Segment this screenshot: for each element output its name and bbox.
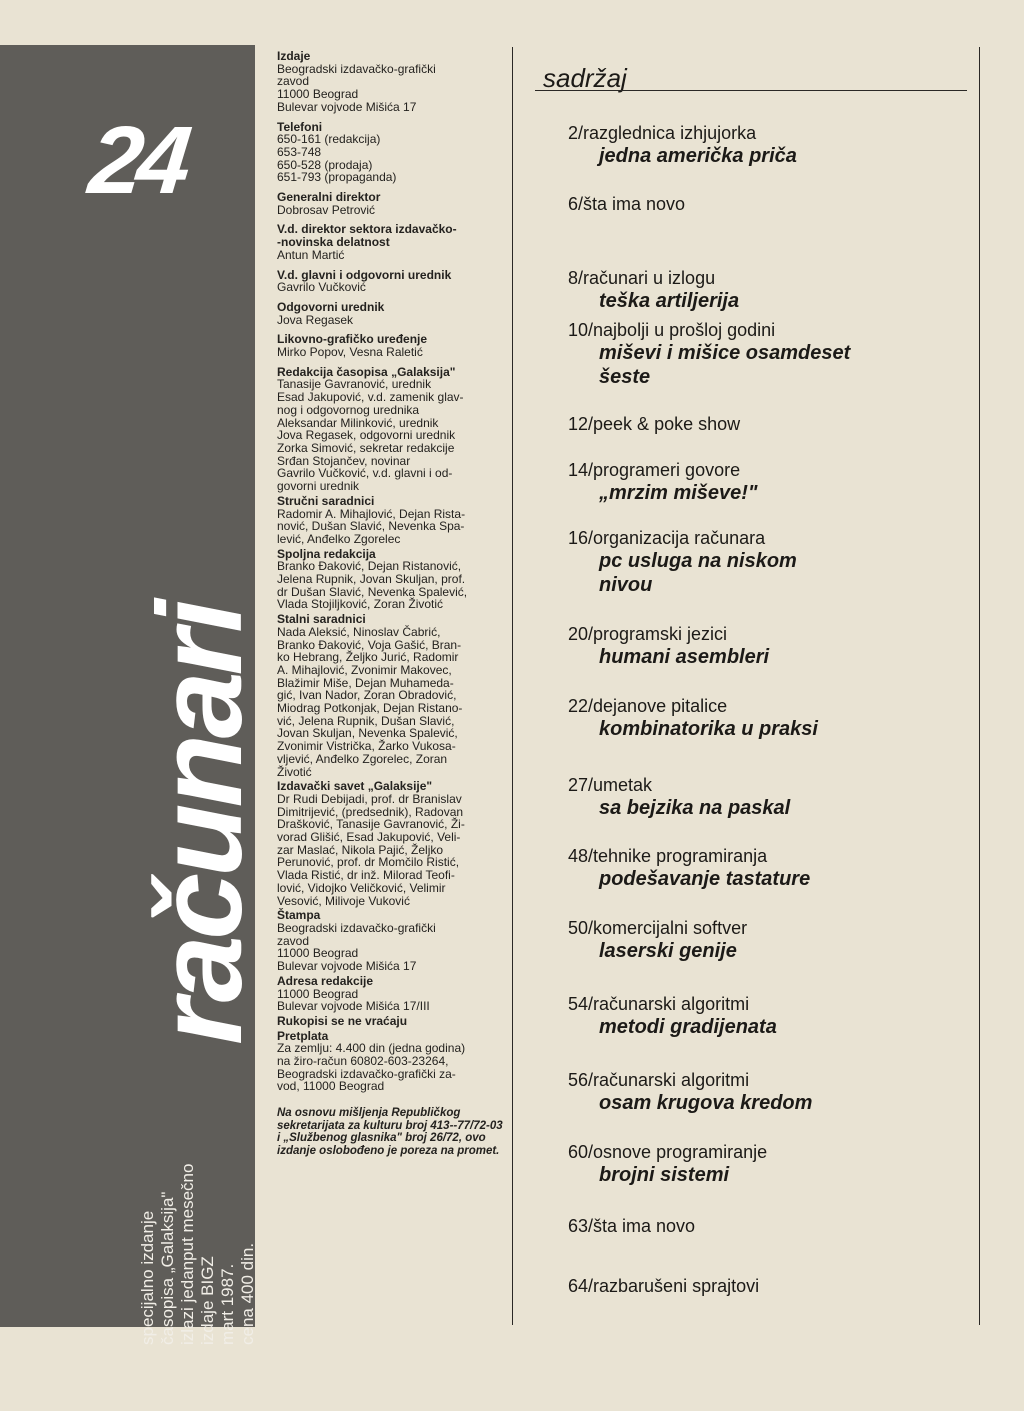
imprint-line: Gavrilo Vučković, v.d. glavni i od- [277,466,453,481]
imprint-heading: Adresa redakcije [277,973,374,988]
imprint-heading: Izdaje [277,49,311,63]
imprint-line: vić, Jelena Rupnik, Dušan Slavić, [277,713,455,728]
imprint-heading: Izdavački savet „Galaksije" [277,779,433,794]
imprint-section-stalni [277,613,512,778]
imprint-section-redakcija [277,366,512,493]
contents-entry[interactable] [568,845,968,891]
imprint-heading: V.d. glavni i odgovorni urednik [277,267,452,282]
publication-note-line: časopisa „Galaksija" [158,1191,177,1345]
contents-entry[interactable] [568,917,968,963]
publication-note-line: izdaje BIGZ [198,1256,217,1345]
imprint-section-telefoni [277,121,512,185]
imprint-line: Zvonimir Vistrička, Žarko Vukosa- [277,739,456,754]
contents-section: 50/komercijalni softver [568,918,748,938]
imprint-line: Dr Rudi Debijadi, prof. dr Branislav [277,791,462,806]
imprint-section-vd-direktor [277,223,512,261]
imprint-line: Dimitrijević, (predsednik), Radovan [277,804,464,819]
imprint-section-likovno [277,333,512,358]
contents-section: 60/osnove programiranje [568,1142,768,1162]
imprint-line: Perunović, prof. dr Momčilo Ristić, [277,855,460,870]
imprint-heading: Štampa [277,908,321,923]
contents-section: 56/računarski algoritmi [568,1070,750,1090]
imprint-line: Aleksandar Milinković, urednik [277,415,439,430]
imprint-line: Radomir A. Mihajlović, Dejan Rista- [277,506,466,521]
imprint-line: Zorka Simović, sekretar redakcije [277,440,455,455]
contents-section: 14/programeri govore [568,460,741,480]
imprint-column [277,50,512,1158]
contents-article: sa bejzika na paskal [599,797,791,819]
contents-entry[interactable] [568,267,968,313]
publication-note-line: izlazi jedanput mesečno [178,1163,197,1345]
imprint-line: zar Maslać, Nikola Pajić, Željko [277,842,444,857]
contents-entry[interactable] [568,193,968,215]
imprint-line: Vlada Stojiljković, Zoran Životić [277,597,444,612]
imprint-line: Gavrilo Vučković [277,280,366,295]
imprint-heading: V.d. direktor sektora izdavačko- -novinska delatnost [277,222,457,250]
contents-section: 2/razglednica izhjujorka [568,123,757,143]
imprint-line: Beogradski izdavačko-grafički [277,921,436,935]
imprint-line: Bulevar vojvode Mišića 17/III [277,999,430,1014]
contents-section: 64/razbarušeni sprajtovi [568,1276,760,1296]
contents-entry[interactable] [568,1069,968,1115]
imprint-section-spoljna [277,548,512,612]
imprint-section-generalni-direktor [277,191,512,216]
contents-section: 6/šta ima novo [568,194,686,214]
publication-note-line: cena 400 din. [238,1242,257,1345]
imprint-line: Bulevar vojvode Mišića 17 [277,99,417,114]
contents-article: brojni sistemi [599,1164,730,1186]
contents-article: pc usluga na niskom [599,550,797,572]
imprint-line: Miodrag Potkonjak, Dejan Ristano- [277,701,463,716]
imprint-line: Jova Regasek [277,312,354,327]
imprint-line: Životić [277,764,312,779]
imprint-line: lević, Anđelko Zgorelec [277,531,401,546]
publication-note-line: specijalno izdanje [138,1210,157,1345]
contents-article: kombinatorika u praksi [599,718,818,740]
contents-article: teška artiljerija [599,290,740,312]
issue-number: 24 [84,107,191,214]
imprint-line: Vesović, Milivoje Vuković [277,893,410,908]
contents-entry[interactable] [568,1141,968,1187]
contents-section: 12/peek & poke show [568,414,741,434]
imprint-section-strucni [277,495,512,546]
contents-entry[interactable] [568,319,968,389]
imprint-line: Beogradski izdavačko-grafički za- [277,1066,456,1081]
imprint-line: 11000 Beograd [277,946,359,961]
imprint-line: 11000 Beograd [277,986,359,1001]
imprint-line: lović, Vidojko Veličković, Velimir [277,880,446,895]
imprint-line: Antun Martić [277,247,345,262]
imprint-line: nog i odgovornog urednika [277,402,420,417]
publication-note [138,1105,258,1345]
contents-title: sadržaj [543,63,627,93]
contents-article: šeste [599,366,651,388]
imprint-line: zavod [277,933,310,948]
contents-entry[interactable] [568,774,968,820]
imprint-section-pretplata [277,1030,512,1094]
contents-article: jedna američka priča [599,145,797,167]
contents-section: 27/umetak [568,775,653,795]
table-of-contents [512,47,980,1325]
cover-band [0,45,267,1345]
imprint-line: Esad Jakupović, v.d. zamenik glav- [277,390,464,405]
imprint-line: Jelena Rupnik, Jovan Skuljan, prof. [277,572,466,587]
contents-section: 48/tehnike programiranja [568,846,768,866]
imprint-line: Blažimir Miše, Dejan Muhameda- [277,675,454,690]
contents-article: miševi i mišice osamdeset [599,342,851,364]
contents-entry[interactable] [568,122,968,168]
tax-exemption-note: Na osnovu mišljenja Republičkog sekretarijata za kulturu broj 413--77/72-03 i „Službenog glasnika" broj 26/72, ovo izdanje oslobođeno je poreza na promet. [277,1107,503,1157]
masthead-title: računari [133,603,267,1045]
imprint-heading: Stručni saradnici [277,493,375,508]
contents-article: nivou [599,574,653,596]
imprint-section-odgovorni [277,301,512,326]
imprint-line: Bulevar vojvode Mišića 17 [277,959,417,974]
publication-note-line: mart 1987. [218,1263,237,1345]
imprint-line: govorni urednik [277,479,360,494]
imprint-line: 650-528 (prodaja) [277,157,373,172]
contents-entry[interactable] [568,1215,968,1237]
contents-section: 8/računari u izlogu [568,268,716,288]
imprint-line: nović, Dušan Slavić, Nevenka Spa- [277,519,465,534]
imprint-line: A. Mihajlović, Zvonimir Makovec, [277,662,452,677]
contents-section: 20/programski jezici [568,624,728,644]
imprint-line: Dobrosav Petrović [277,202,376,217]
imprint-heading: Pretplata [277,1028,329,1043]
imprint-heading: Odgovorni urednik [277,299,385,314]
imprint-line: Tanasije Gavranović, urednik [277,377,432,392]
imprint-line: gić, Ivan Nador, Zoran Obradović, [277,688,457,703]
imprint-heading: Stalni saradnici [277,612,366,627]
imprint-line: 653-748 [277,144,322,159]
imprint-line: Branko Đaković, Dejan Ristanović, [277,559,462,574]
imprint-section-rukopisi [277,1015,512,1028]
contents-section: 63/šta ima novo [568,1216,696,1236]
imprint-line: dr Dušan Slavić, Nevenka Spalević, [277,584,468,599]
contents-article: osam krugova kredom [599,1092,813,1114]
contents-entry[interactable] [568,459,968,505]
contents-entry[interactable] [568,695,968,741]
imprint-heading: Telefoni [277,119,323,134]
contents-rule [535,90,967,91]
imprint-section-izdaje [277,50,512,114]
imprint-line: vljević, Anđelko Zgorelec, Zoran [277,751,448,766]
contents-entry[interactable] [568,623,968,669]
imprint-line: 650-161 (redakcija) [277,132,381,147]
imprint-heading: Spoljna redakcija [277,546,376,561]
contents-entry[interactable] [568,527,968,597]
imprint-heading: Rukopisi se ne vraćaju [277,1013,408,1028]
contents-section: 22/dejanove pitalice [568,696,728,716]
imprint-section-savet [277,780,512,907]
imprint-line: Za zemlju: 4.400 din (jedna godina) [277,1041,466,1056]
contents-article: laserski genije [599,940,737,962]
imprint-line: vod, 11000 Beograd [277,1079,385,1094]
imprint-line: Jovan Skuljan, Nevenka Spalević, [277,726,458,741]
contents-section: 16/organizacija računara [568,528,766,548]
imprint-line: Beogradski izdavačko-grafički [277,61,436,76]
imprint-line: vorad Glišić, Esad Jakupović, Veli- [277,830,461,845]
imprint-line: 11000 Beograd [277,87,359,102]
imprint-heading: Likovno-grafičko uređenje [277,332,428,347]
imprint-line: Vlada Ristić, dr inž. Milorad Teofi- [277,868,455,883]
contents-section: 10/najbolji u prošloj godini [568,320,776,340]
imprint-heading: Generalni direktor [277,190,381,205]
imprint-line: Jova Regasek, odgovorni urednik [277,428,456,443]
contents-entry[interactable] [568,1275,968,1297]
contents-entry[interactable] [568,993,968,1039]
contents-article: humani asembleri [599,646,770,668]
imprint-line: ko Hebrang, Željko Jurić, Radomir [277,650,459,665]
imprint-section-stampa [277,909,512,973]
imprint-line: Drašković, Tanasije Gavranović, Ži- [277,817,465,832]
imprint-heading: Redakcija časopisa „Galaksija" [277,364,456,379]
contents-section: 54/računarski algoritmi [568,994,750,1014]
contents-article: „mrzim miševe!" [599,482,758,504]
imprint-line: Mirko Popov, Vesna Raletić [277,345,423,360]
imprint-line: 651-793 (propaganda) [277,170,397,185]
imprint-section-vd-glavni [277,269,512,294]
imprint-line: Srđan Stojančev, novinar [277,453,411,468]
imprint-line: Branko Đaković, Voja Gašić, Bran- [277,637,462,652]
imprint-section-adresa [277,975,512,1013]
imprint-line: Nada Aleksić, Ninoslav Čabrić, [277,624,441,639]
contents-article: metodi gradijenata [599,1016,777,1038]
imprint-line: na žiro-račun 60802-603-23264, [277,1054,449,1069]
contents-article: podešavanje tastature [599,868,811,890]
contents-entry[interactable] [568,413,968,435]
imprint-line: zavod [277,74,310,89]
